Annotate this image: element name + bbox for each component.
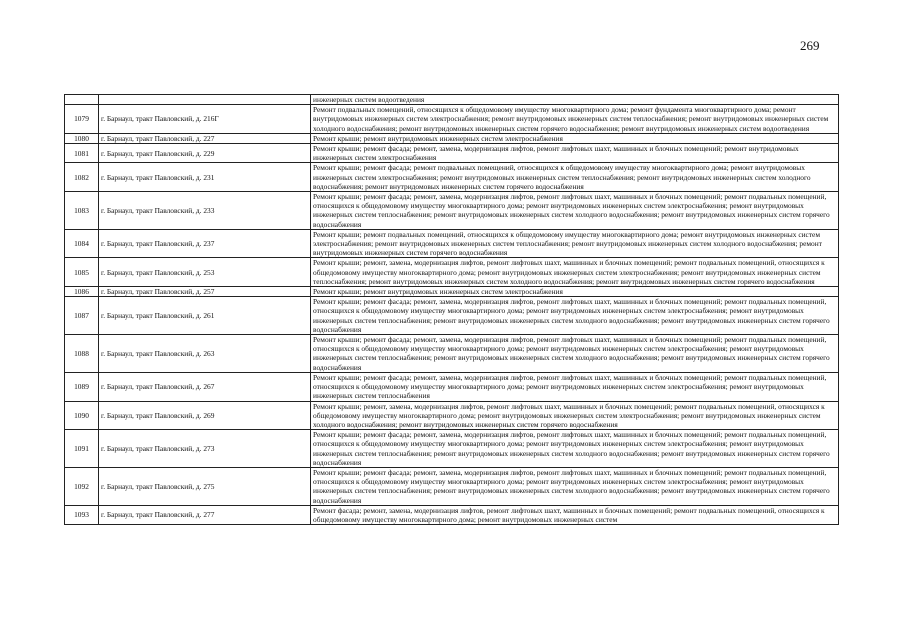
address-cell: г. Барнаул, тракт Павловский, д. 233: [99, 192, 311, 230]
row-number-cell: 1079: [65, 105, 99, 134]
address-cell: г. Барнаул, тракт Павловский, д. 277: [99, 505, 311, 524]
row-number-cell: 1080: [65, 133, 99, 143]
row-number-cell: 1091: [65, 430, 99, 468]
registry-table: [64, 94, 839, 525]
works-cell: Ремонт крыши; ремонт фасада; ремонт, замена, модернизация лифтов, ремонт лифтовых шахт, машинных и блочных помещений; ремонт внутридомовых инженерных систем электроснабжения: [311, 144, 839, 163]
address-cell: г. Барнаул, тракт Павловский, д. 273: [99, 430, 311, 468]
row-number-cell: 1087: [65, 297, 99, 335]
table-row: [65, 133, 839, 143]
table-row: [65, 505, 839, 524]
page-number: 269: [800, 38, 820, 53]
address-cell: г. Барнаул, тракт Павловский, д. 267: [99, 372, 311, 401]
table-row: [65, 163, 839, 192]
table-row: [65, 144, 839, 163]
works-cell: Ремонт крыши; ремонт фасада; ремонт, замена, модернизация лифтов, ремонт лифтовых шахт, машинных и блочных помещений; ремонт подвальных помещений, относящихся к общедомовому имуществу многоквартирного дома; ремонт внутридомовых инженерных систем электроснабжения; ремонт внутридомовых инженерных систем теплоснабжения; ремонт внутридомовых инженерных систем холодного водоснабжения; ремонт внутридомовых инженерных систем горячего водоснабжения: [311, 430, 839, 468]
row-number-cell: 1082: [65, 163, 99, 192]
row-number-cell: 1089: [65, 372, 99, 401]
works-cell: Ремонт крыши; ремонт внутридомовых инженерных систем электроснабжения: [311, 287, 839, 297]
row-number-cell: 1088: [65, 335, 99, 373]
table-row: [65, 105, 839, 134]
address-cell: г. Барнаул, тракт Павловский, д. 237: [99, 229, 311, 258]
works-cell: Ремонт крыши; ремонт фасада; ремонт, замена, модернизация лифтов, ремонт лифтовых шахт, машинных и блочных помещений; ремонт подвальных помещений, относящихся к общедомовому имуществу многоквартирного дома; ремонт внутридомовых инженерных систем электроснабжения; ремонт внутридомовых инженерных систем теплоснабжения; ремонт внутридомовых инженерных систем холодного водоснабжения; ремонт внутридомовых инженерных систем горячего водоснабжения: [311, 467, 839, 505]
address-cell: г. Барнаул, тракт Павловский, д. 253: [99, 258, 311, 287]
row-number-cell: 1090: [65, 401, 99, 430]
table-row: [65, 258, 839, 287]
table-row: [65, 401, 839, 430]
row-number-cell: [65, 95, 99, 105]
row-number-cell: 1086: [65, 287, 99, 297]
works-cell: Ремонт крыши; ремонт фасада; ремонт, замена, модернизация лифтов, ремонт лифтовых шахт, машинных и блочных помещений; ремонт подвальных помещений, относящихся к общедомовому имуществу многоквартирного дома; ремонт внутридомовых инженерных систем электроснабжения; ремонт внутридомовых инженерных систем теплоснабжения: [311, 372, 839, 401]
works-cell: Ремонт крыши; ремонт фасада; ремонт, замена, модернизация лифтов, ремонт лифтовых шахт, машинных и блочных помещений; ремонт подвальных помещений, относящихся к общедомовому имуществу многоквартирного дома; ремонт внутридомовых инженерных систем электроснабжения; ремонт внутридомовых инженерных систем теплоснабжения; ремонт внутридомовых инженерных систем холодного водоснабжения; ремонт внутридомовых инженерных систем горячего водоснабжения: [311, 192, 839, 230]
works-cell: инженерных систем водоотведения: [311, 95, 839, 105]
works-cell: Ремонт крыши; ремонт, замена, модернизация лифтов, ремонт лифтовых шахт, машинных и блочных помещений; ремонт подвальных помещений, относящихся к общедомовому имуществу многоквартирного дома; ремонт внутридомовых инженерных систем электроснабжения; ремонт внутридомовых инженерных систем теплоснабжения; ремонт внутридомовых инженерных систем холодного водоснабжения; ремонт внутридомовых инженерных систем горячего водоснабжения: [311, 258, 839, 287]
table-row: [65, 335, 839, 373]
row-number-cell: 1085: [65, 258, 99, 287]
row-number-cell: 1093: [65, 505, 99, 524]
works-cell: Ремонт фасада; ремонт, замена, модернизация лифтов, ремонт лифтовых шахт, машинных и блочных помещений; ремонт подвальных помещений, относящихся к общедомовому имуществу многоквартирного дома; ремонт внутридомовых инженерных систем: [311, 505, 839, 524]
address-cell: г. Барнаул, тракт Павловский, д. 231: [99, 163, 311, 192]
table-row: [65, 372, 839, 401]
works-cell: Ремонт крыши; ремонт фасада; ремонт, замена, модернизация лифтов, ремонт лифтовых шахт, машинных и блочных помещений; ремонт подвальных помещений, относящихся к общедомовому имуществу многоквартирного дома; ремонт внутридомовых инженерных систем электроснабжения; ремонт внутридомовых инженерных систем теплоснабжения; ремонт внутридомовых инженерных систем холодного водоснабжения; ремонт внутридомовых инженерных систем горячего водоснабжения: [311, 297, 839, 335]
row-number-cell: 1084: [65, 229, 99, 258]
table-row: [65, 430, 839, 468]
address-cell: г. Барнаул, тракт Павловский, д. 216Г: [99, 105, 311, 134]
table-row: [65, 297, 839, 335]
address-cell: г. Барнаул, тракт Павловский, д. 229: [99, 144, 311, 163]
address-cell: г. Барнаул, тракт Павловский, д. 261: [99, 297, 311, 335]
address-cell: г. Барнаул, тракт Павловский, д. 257: [99, 287, 311, 297]
row-number-cell: 1083: [65, 192, 99, 230]
row-number-cell: 1092: [65, 467, 99, 505]
works-cell: Ремонт крыши; ремонт фасада; ремонт подвальных помещений, относящихся к общедомовому имуществу многоквартирного дома; ремонт внутридомовых инженерных систем электроснабжения; ремонт внутридомовых инженерных систем теплоснабжения; ремонт внутридомовых инженерных систем холодного водоснабжения; ремонт внутридомовых инженерных систем горячего водоснабжения: [311, 163, 839, 192]
address-cell: [99, 95, 311, 105]
works-cell: Ремонт крыши; ремонт фасада; ремонт, замена, модернизация лифтов, ремонт лифтовых шахт, машинных и блочных помещений; ремонт подвальных помещений, относящихся к общедомовому имуществу многоквартирного дома; ремонт внутридомовых инженерных систем электроснабжения; ремонт внутридомовых инженерных систем теплоснабжения; ремонт внутридомовых инженерных систем холодного водоснабжения; ремонт внутридомовых инженерных систем горячего водоснабжения: [311, 335, 839, 373]
works-cell: Ремонт крыши; ремонт подвальных помещений, относящихся к общедомовому имуществу многоквартирного дома; ремонт внутридомовых инженерных систем электроснабжения; ремонт внутридомовых инженерных систем теплоснабжения; ремонт внутридомовых инженерных систем холодного водоснабжения; ремонт внутридомовых инженерных систем горячего водоснабжения: [311, 229, 839, 258]
address-cell: г. Барнаул, тракт Павловский, д. 227: [99, 133, 311, 143]
address-cell: г. Барнаул, тракт Павловский, д. 275: [99, 467, 311, 505]
works-cell: Ремонт крыши; ремонт внутридомовых инженерных систем электроснабжения: [311, 133, 839, 143]
works-cell: Ремонт подвальных помещений, относящихся к общедомовому имуществу многоквартирного дома; ремонт фундамента многоквартирного дома; ремонт внутридомовых инженерных систем электроснабжения; ремонт внутридомовых инженерных систем теплоснабжения; ремонт внутридомовых инженерных систем холодного водоснабжения; ремонт внутридомовых инженерных систем горячего водоснабжения; ремонт внутридомовых инженерных систем водоотведения: [311, 105, 839, 134]
address-cell: г. Барнаул, тракт Павловский, д. 269: [99, 401, 311, 430]
table-row: [65, 192, 839, 230]
address-cell: г. Барнаул, тракт Павловский, д. 263: [99, 335, 311, 373]
table-row: [65, 467, 839, 505]
table-row: [65, 95, 839, 105]
row-number-cell: 1081: [65, 144, 99, 163]
works-cell: Ремонт крыши; ремонт, замена, модернизация лифтов, ремонт лифтовых шахт, машинных и блочных помещений; ремонт подвальных помещений, относящихся к общедомовому имуществу многоквартирного дома; ремонт внутридомовых инженерных систем электроснабжения; ремонт внутридомовых инженерных систем холодного водоснабжения; ремонт внутридомовых инженерных систем горячего водоснабжения: [311, 401, 839, 430]
table-row: [65, 287, 839, 297]
registry-table-body: [65, 95, 839, 525]
table-row: [65, 229, 839, 258]
